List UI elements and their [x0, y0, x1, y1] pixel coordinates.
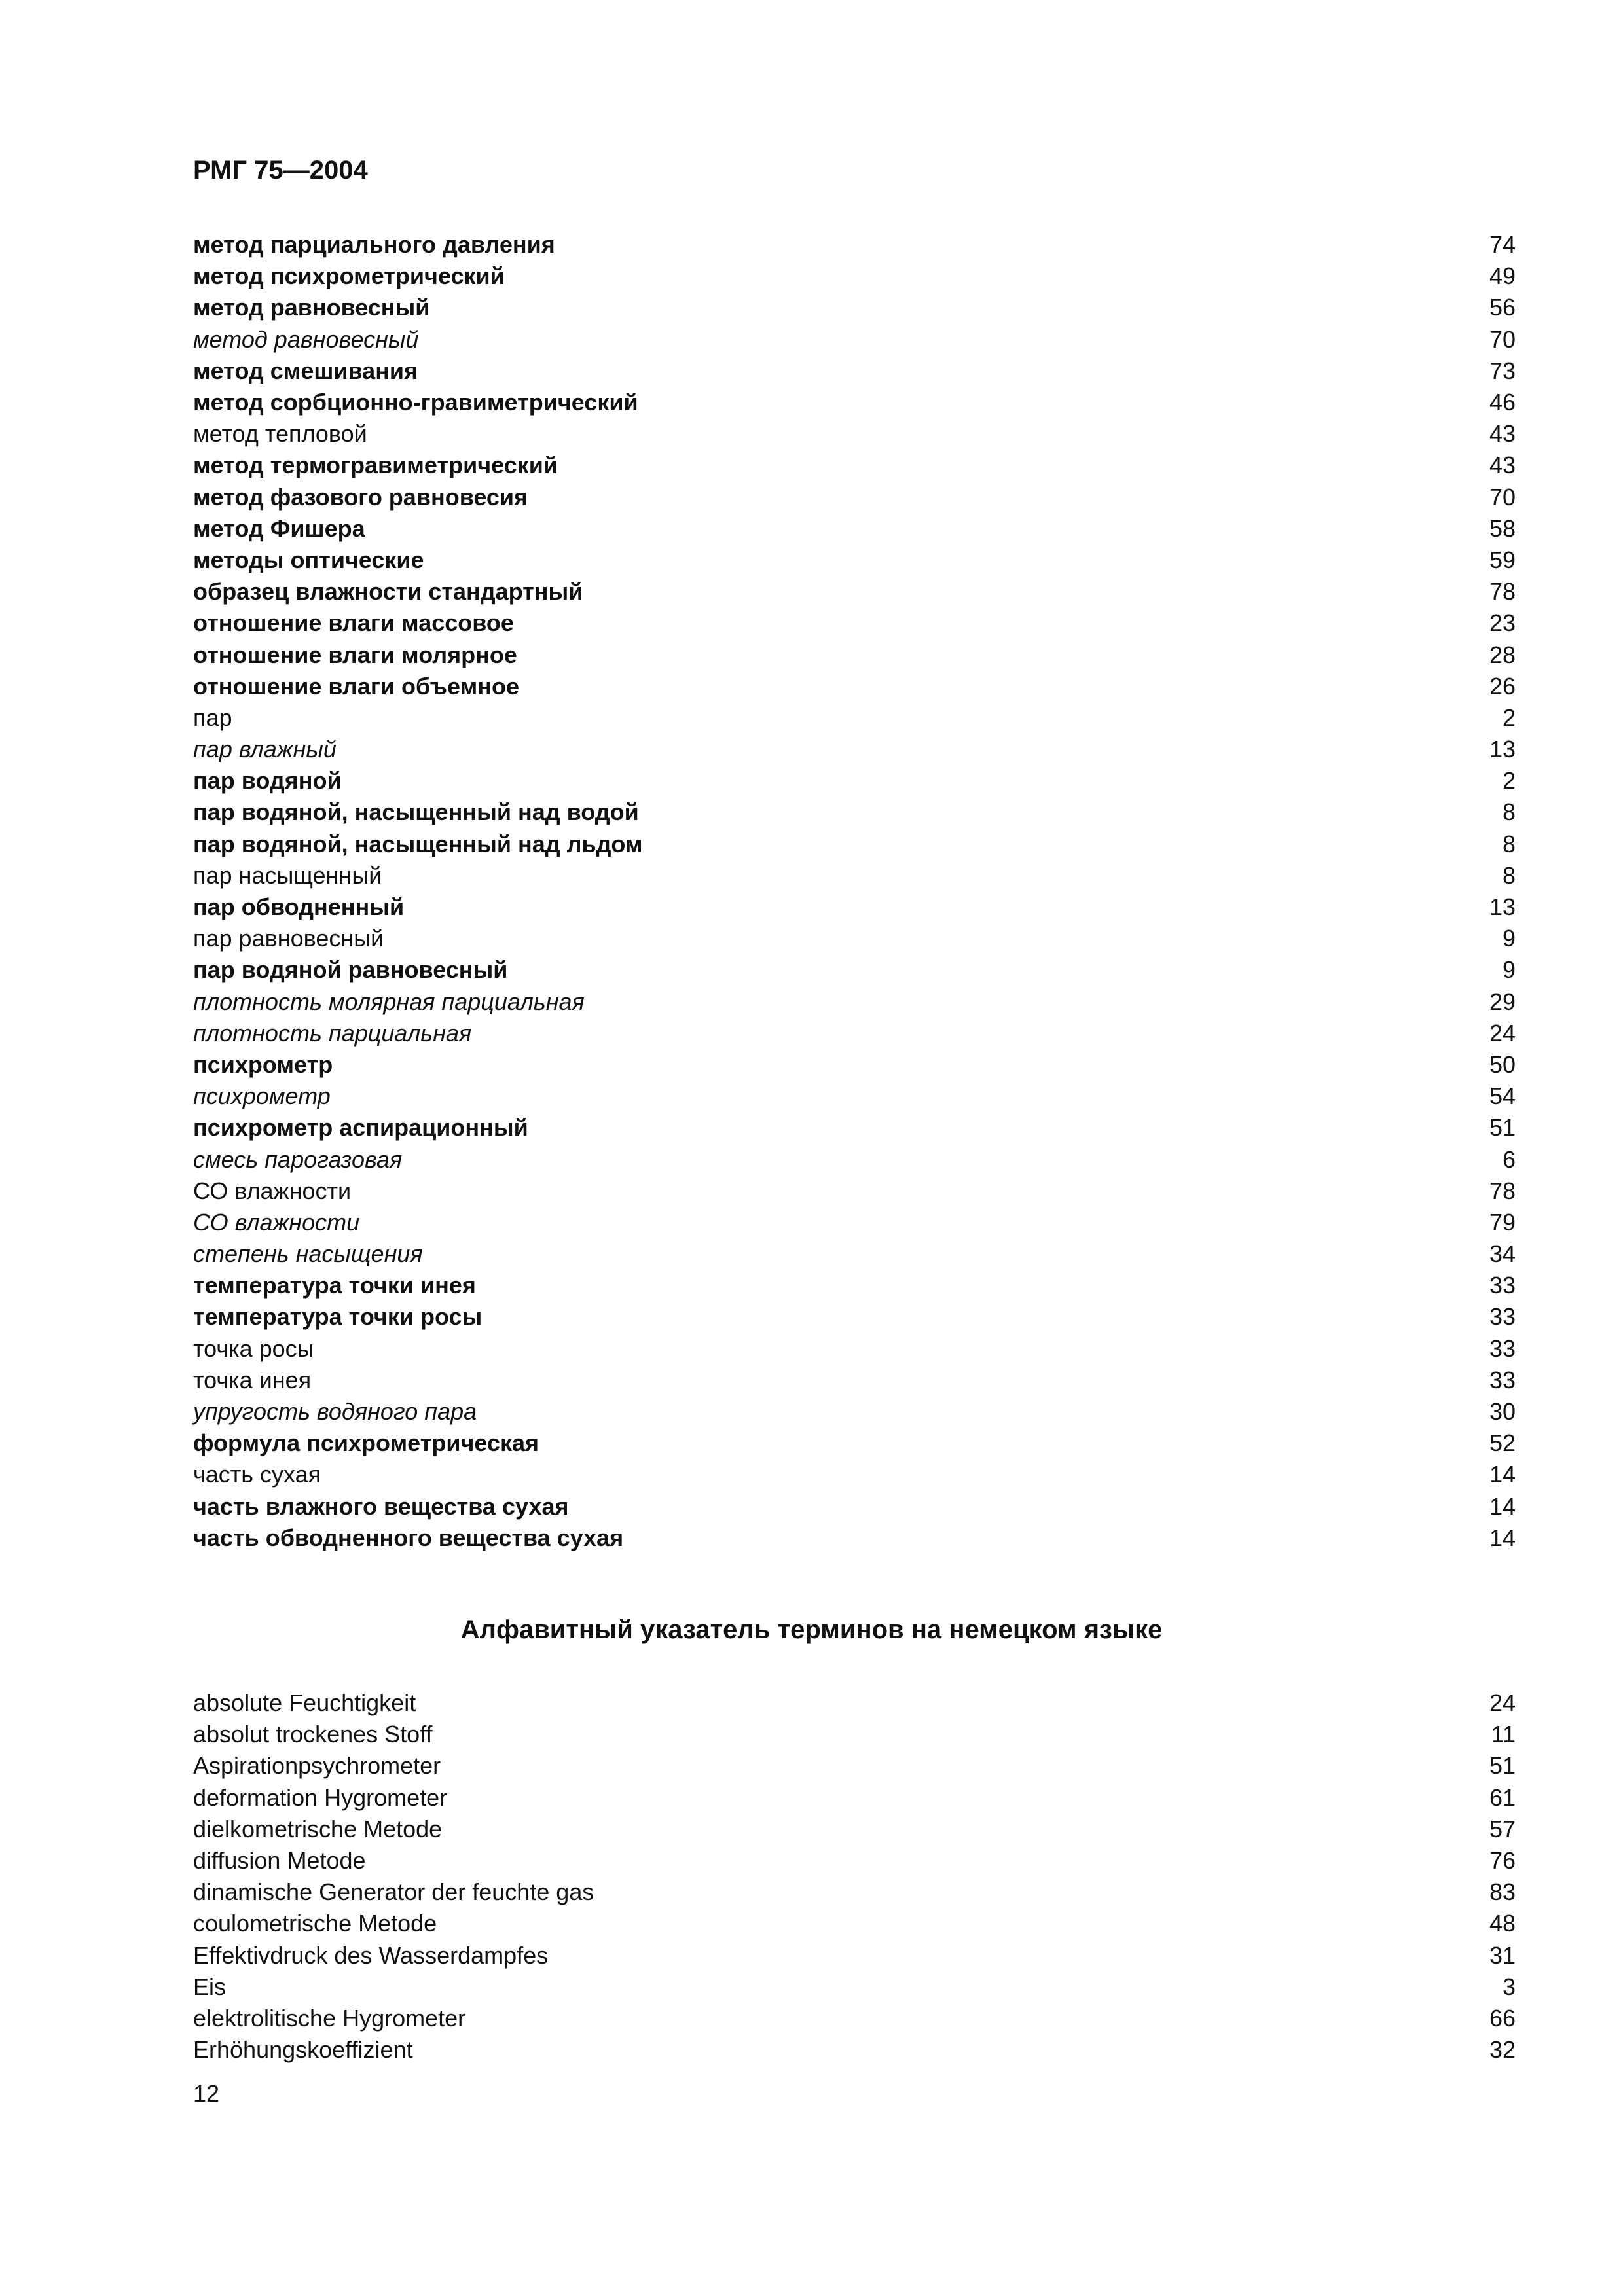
index-term: пар насыщенный: [193, 861, 382, 889]
index-page-ref: 23: [1489, 609, 1516, 637]
index-entry: [193, 1750, 1516, 1782]
index-page-ref: 13: [1489, 893, 1516, 921]
index-term: пар равновесный: [193, 925, 384, 952]
index-page-ref: 76: [1489, 1847, 1516, 1874]
index-term: психрометр: [193, 1050, 333, 1078]
index-entry: [193, 1175, 1516, 1207]
index-page-ref: 51: [1489, 1752, 1516, 1780]
index-entry: [193, 482, 1516, 513]
index-page-ref: 70: [1489, 483, 1516, 511]
index-page-ref: 33: [1489, 1366, 1516, 1393]
index-page-ref: 26: [1489, 672, 1516, 700]
index-page-ref: 79: [1489, 1208, 1516, 1236]
index-entry: [193, 1112, 1516, 1143]
index-entry: [193, 1427, 1516, 1459]
index-entry: [193, 1719, 1516, 1750]
index-page-ref: 8: [1502, 861, 1516, 889]
index-entry: [193, 1876, 1516, 1908]
index-entry: [193, 954, 1516, 986]
index-page-ref: 2: [1502, 704, 1516, 731]
index-page-ref: 33: [1489, 1272, 1516, 1299]
index-entry: [193, 229, 1516, 260]
index-entry: [193, 1365, 1516, 1396]
index-entry: [193, 1270, 1516, 1301]
index-entry: [193, 1049, 1516, 1081]
index-entry: [193, 1396, 1516, 1427]
index-page-ref: 2: [1502, 767, 1516, 795]
index-entry: [193, 986, 1516, 1018]
index-term: Eis: [193, 1973, 227, 2000]
index-page-ref: 14: [1489, 1461, 1516, 1488]
index-entry: [193, 1908, 1516, 1939]
index-entry: [193, 860, 1516, 891]
index-term: Erhöhungskoeffizient: [193, 2036, 413, 2064]
index-term: пар: [193, 704, 232, 731]
index-page-ref: 83: [1489, 1878, 1516, 1906]
index-entry: [193, 1143, 1516, 1175]
index-page-ref: 58: [1489, 514, 1516, 542]
index-page-ref: 8: [1502, 830, 1516, 857]
index-entry: [193, 671, 1516, 702]
index-term: метод термогравиметрический: [193, 452, 558, 479]
index-page-ref: 66: [1489, 2004, 1516, 2032]
index-page-ref: 13: [1489, 736, 1516, 763]
index-page-ref: 14: [1489, 1492, 1516, 1520]
index-page-ref: 8: [1502, 798, 1516, 826]
index-term: absolute Feuchtigkeit: [193, 1689, 416, 1717]
index-page-ref: 51: [1489, 1114, 1516, 1141]
index-entry: [193, 576, 1516, 607]
index-page-ref: 28: [1489, 641, 1516, 668]
index-page-ref: 34: [1489, 1240, 1516, 1268]
index-entry: [193, 639, 1516, 670]
index-page-ref: 78: [1489, 578, 1516, 605]
index-term: отношение влаги молярное: [193, 641, 517, 668]
index-entry: [193, 797, 1516, 828]
index-term: absolut trockenes Stoff: [193, 1721, 433, 1748]
index-term: СО влажности: [193, 1177, 352, 1204]
index-term: метод равновесный: [193, 325, 419, 353]
index-term: метод равновесный: [193, 294, 430, 321]
index-entry: [193, 1301, 1516, 1333]
index-page-ref: 24: [1489, 1019, 1516, 1047]
index-entry: [193, 1971, 1516, 2003]
index-entry: [193, 1814, 1516, 1845]
index-entry: [193, 1207, 1516, 1238]
index-page-ref: 30: [1489, 1398, 1516, 1426]
index-term: Aspirationpsychrometer: [193, 1752, 441, 1780]
index-term: coulometrische Metode: [193, 1910, 437, 1937]
index-term: упругость водяного пара: [193, 1398, 477, 1426]
index-entry: [193, 2003, 1516, 2034]
index-entry: [193, 355, 1516, 387]
index-page-ref: 6: [1502, 1145, 1516, 1173]
page-number: 12: [193, 2080, 220, 2107]
index-entry: [193, 923, 1516, 954]
russian-term-index: [193, 229, 1516, 1554]
index-term: часть обводненного вещества сухая: [193, 1524, 624, 1551]
german-index-title: Алфавитный указатель терминов на немецком языке: [460, 1615, 1163, 1644]
index-page-ref: 32: [1489, 2036, 1516, 2064]
index-entry: [193, 292, 1516, 323]
index-entry: [193, 450, 1516, 481]
index-term: психрометр аспирационный: [193, 1114, 528, 1141]
index-term: плотность молярная парциальная: [193, 988, 585, 1015]
index-page-ref: 43: [1489, 452, 1516, 479]
index-entry: [193, 1845, 1516, 1876]
index-term: температура точки росы: [193, 1303, 483, 1331]
index-page-ref: 49: [1489, 262, 1516, 290]
index-term: elektrolitische Hygrometer: [193, 2004, 466, 2032]
index-term: Effektivdruck des Wasserdampfes: [193, 1941, 549, 1969]
index-entry: [193, 513, 1516, 545]
index-term: часть сухая: [193, 1461, 321, 1488]
index-entry: [193, 324, 1516, 355]
index-page-ref: 70: [1489, 325, 1516, 353]
index-term: отношение влаги массовое: [193, 609, 514, 637]
index-term: СО влажности: [193, 1208, 360, 1236]
index-term: метод тепловой: [193, 420, 367, 448]
index-page-ref: 11: [1491, 1721, 1516, 1748]
index-entry: [193, 1940, 1516, 1971]
index-page-ref: 14: [1489, 1524, 1516, 1551]
index-page-ref: 33: [1489, 1303, 1516, 1331]
index-term: формула психрометрическая: [193, 1429, 539, 1457]
index-page-ref: 43: [1489, 420, 1516, 448]
index-term: пар водяной равновесный: [193, 956, 508, 984]
index-entry: [193, 1018, 1516, 1049]
index-term: dinamische Generator der feuchte gas: [193, 1878, 594, 1906]
index-entry: [193, 1081, 1516, 1112]
index-term: метод сорбционно-гравиметрический: [193, 389, 638, 416]
index-entry: [193, 418, 1516, 450]
index-term: температура точки инея: [193, 1272, 476, 1299]
index-term: пар водяной, насыщенный над льдом: [193, 830, 643, 857]
index-page-ref: 46: [1489, 389, 1516, 416]
index-page-ref: 3: [1502, 1973, 1516, 2000]
index-term: метод психрометрический: [193, 262, 505, 290]
index-page-ref: 57: [1489, 1815, 1516, 1842]
index-page-ref: 54: [1489, 1083, 1516, 1110]
index-entry: [193, 734, 1516, 765]
index-page-ref: 48: [1489, 1910, 1516, 1937]
index-term: психрометр: [193, 1083, 331, 1110]
index-term: пар водяной, насыщенный над водой: [193, 798, 639, 826]
index-term: плотность парциальная: [193, 1019, 472, 1047]
index-page-ref: 33: [1489, 1335, 1516, 1362]
index-entry: [193, 1687, 1516, 1719]
index-entry: [193, 765, 1516, 797]
index-term: метод парциального давления: [193, 231, 555, 259]
document-code: РМГ 75—2004: [193, 156, 368, 185]
index-term: отношение влаги объемное: [193, 672, 519, 700]
index-entry: [193, 702, 1516, 734]
index-page-ref: 74: [1489, 231, 1516, 259]
index-page-ref: 59: [1489, 546, 1516, 573]
index-term: образец влажности стандартный: [193, 578, 583, 605]
index-entry: [193, 1238, 1516, 1270]
index-entry: [193, 891, 1516, 923]
index-term: пар влажный: [193, 736, 337, 763]
index-entry: [193, 387, 1516, 418]
index-entry: [193, 829, 1516, 860]
index-term: метод смешивания: [193, 357, 418, 384]
index-page-ref: 31: [1489, 1941, 1516, 1969]
index-entry: [193, 1782, 1516, 1814]
index-page-ref: 56: [1489, 294, 1516, 321]
index-term: часть влажного вещества сухая: [193, 1492, 569, 1520]
index-term: метод Фишера: [193, 514, 365, 542]
index-entry: [193, 1522, 1516, 1554]
index-entry: [193, 1459, 1516, 1490]
index-term: методы оптические: [193, 546, 424, 573]
index-entry: [193, 2034, 1516, 2066]
index-page-ref: 9: [1502, 925, 1516, 952]
index-term: метод фазового равновесия: [193, 483, 528, 511]
german-term-index: [193, 1687, 1516, 2066]
index-term: dielkometrische Metode: [193, 1815, 443, 1842]
index-term: пар водяной: [193, 767, 342, 795]
index-page-ref: 73: [1489, 357, 1516, 384]
index-term: точка росы: [193, 1335, 314, 1362]
index-term: deformation Hygrometer: [193, 1784, 448, 1811]
index-entry: [193, 545, 1516, 576]
index-entry: [193, 260, 1516, 292]
index-term: пар обводненный: [193, 893, 405, 921]
index-page-ref: 61: [1489, 1784, 1516, 1811]
index-term: diffusion Metode: [193, 1847, 366, 1874]
index-entry: [193, 1491, 1516, 1522]
index-page-ref: 29: [1489, 988, 1516, 1015]
index-page-ref: 9: [1502, 956, 1516, 984]
index-page-ref: 50: [1489, 1050, 1516, 1078]
index-entry: [193, 607, 1516, 639]
index-page-ref: 24: [1489, 1689, 1516, 1717]
index-page-ref: 52: [1489, 1429, 1516, 1457]
index-entry: [193, 1333, 1516, 1365]
index-page-ref: 78: [1489, 1177, 1516, 1204]
index-term: смесь парогазовая: [193, 1145, 403, 1173]
index-term: точка инея: [193, 1366, 312, 1393]
index-term: степень насыщения: [193, 1240, 423, 1268]
